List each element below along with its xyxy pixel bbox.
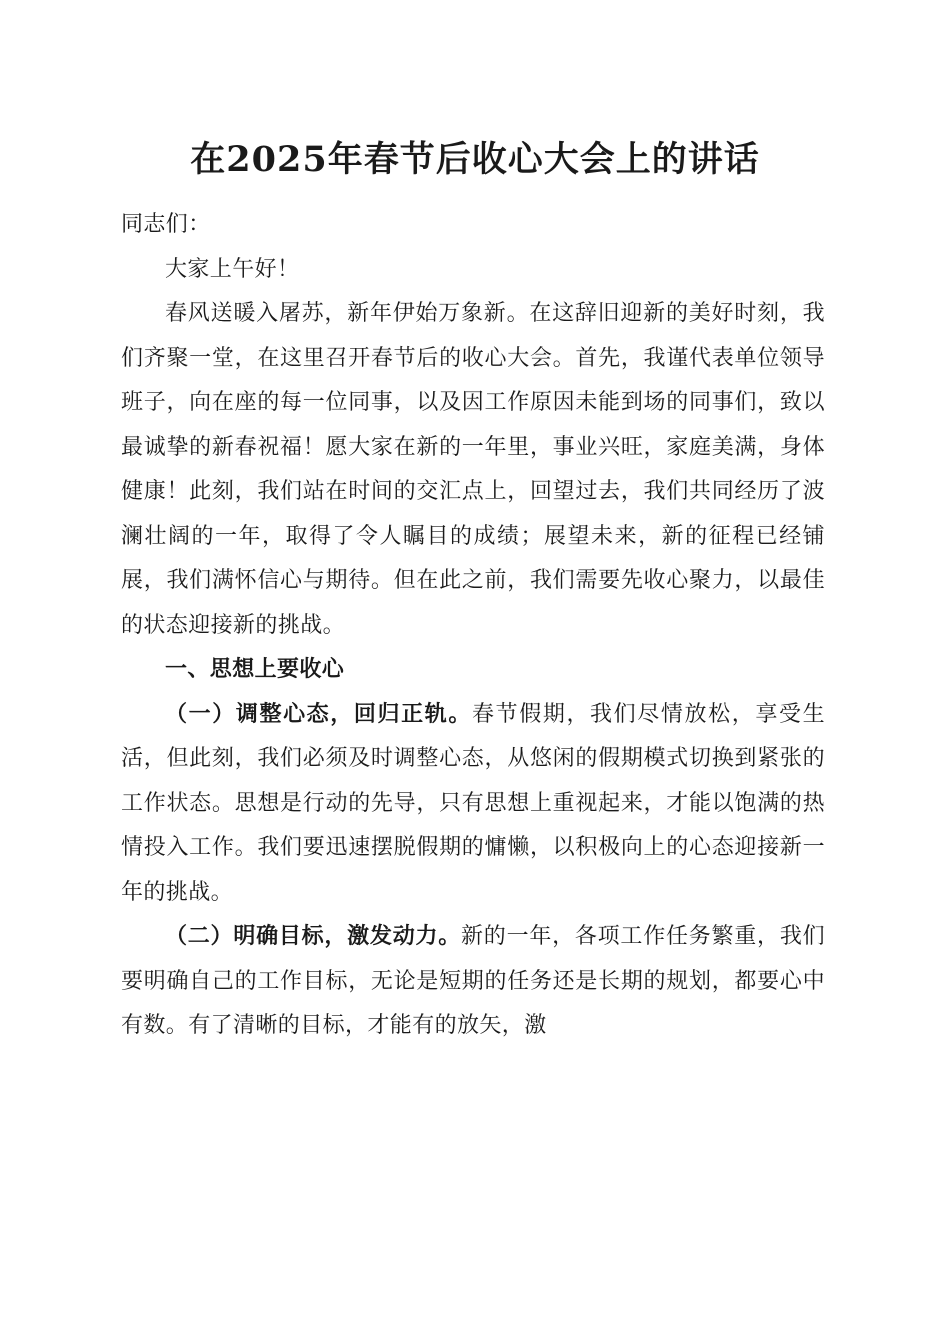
salutation: 同志们： (121, 212, 211, 237)
subsection-paragraph (121, 693, 825, 916)
subsection-text: 新的一年，各项工作任务繁重，我们要明确自己的工作目标，无论是短期的任务还是长期的规划，都要心中有数。有了清晰的目标，才能有的放矢，激 (121, 924, 825, 1038)
section-heading: 一、思想上要收心 (165, 657, 345, 682)
greeting: 大家上午好！ (165, 256, 300, 282)
document-title: 在2025年春节后收心大会上的讲话 (190, 139, 760, 180)
intro-paragraph: 春风送暖入屠苏，新年伊始万象新。在这辞旧迎新的美好时刻，我们齐聚一堂，在这里召开春节后的收心大会。首先，我谨代表单位领导班子，向在座的每一位同事，以及因工作原因未能到场的同事们，致以最诚挚的新春祝福！愿大家在新的一年里，事业兴旺，家庭美满，身体健康！此刻，我们站在时间的交汇点上，回望过去，我们共同经历了波澜壮阔的一年，取得了令人瞩目的成绩；展望未来，新的征程已经铺展，我们满怀信心与期待。但在此之前，我们需要先收心聚力，以最佳的状态迎接新的挑战。 (121, 301, 825, 638)
subsection-lead: （二）明确目标，激发动力。 (165, 924, 462, 949)
subsection-paragraph (121, 915, 825, 1049)
document-body (121, 203, 825, 1049)
subsection-lead: （一）调整心态，回归正轨。 (165, 701, 472, 727)
subsection-text: 春节假期，我们尽情放松，享受生活，但此刻，我们必须及时调整心态，从悠闲的假期模式切换到紧张的工作状态。思想是行动的先导，只有思想上重视起来，才能以饱满的热情投入工作。我们要迅速摆脱假期的慵懒，以积极向上的心态迎接新一年的挑战。 (121, 701, 825, 905)
